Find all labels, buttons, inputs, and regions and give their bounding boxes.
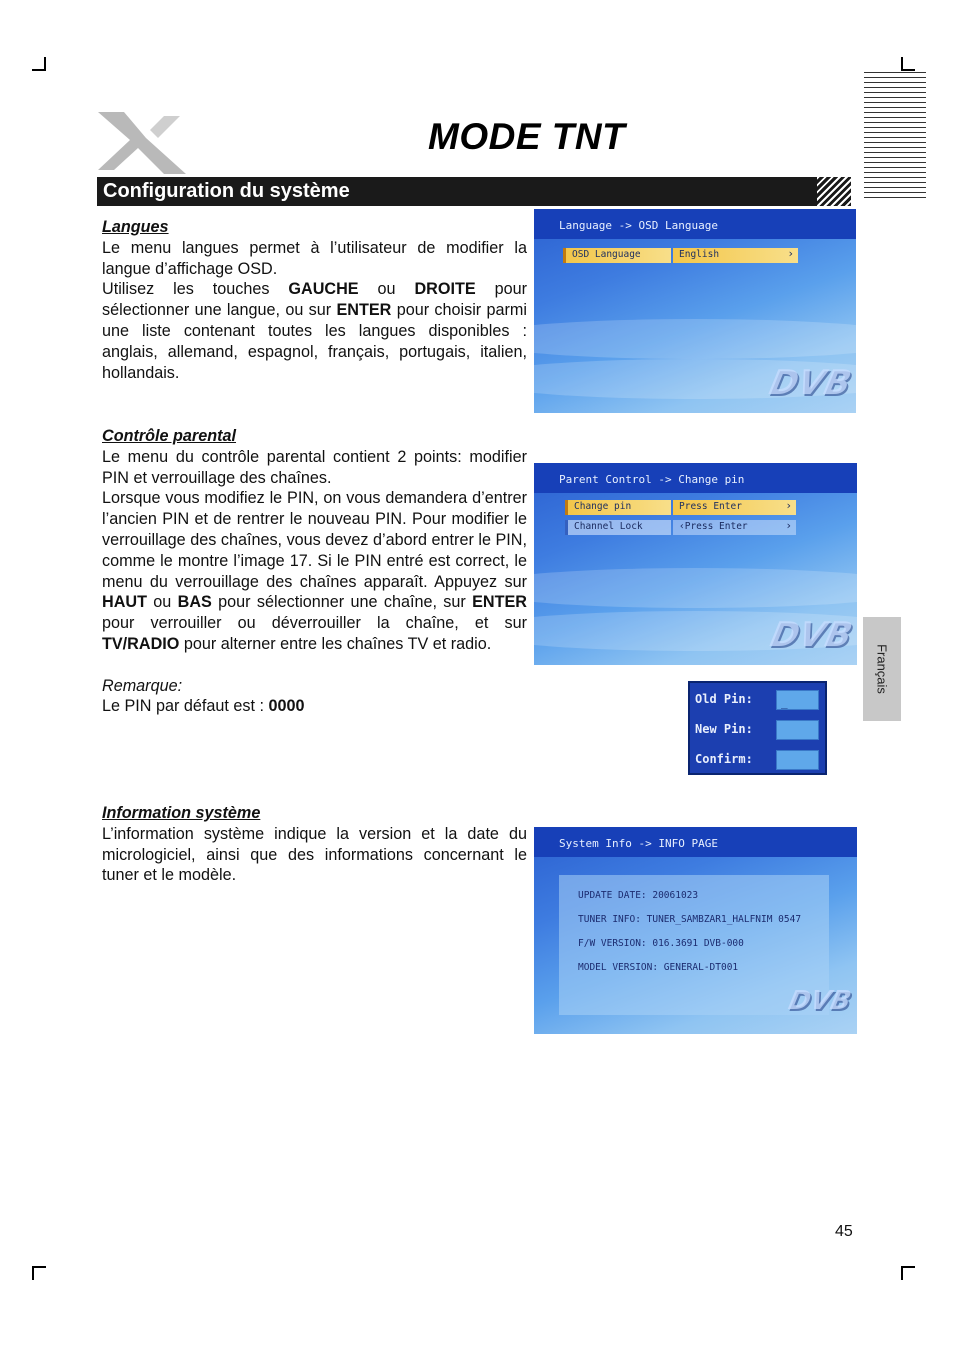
info-screen-header: System Info -> INFO PAGE [559, 837, 718, 850]
languages-block [102, 217, 527, 383]
parental-block [102, 426, 527, 717]
languages-paragraph-2: Utilisez les touches GAUCHE ou DROITE pour sélectionner une langue, ou sur ENTER pour choisir parmi une liste contenant toutes les langues disponibles : anglais, allemand, espagnol, français, portugais, italien, hollandais. [102, 280, 527, 382]
confirm-pin-field [776, 750, 819, 770]
old-pin-field [776, 690, 819, 710]
parental-control-screenshot [534, 463, 857, 665]
fw-version-line: F/W VERSION: 016.3691 DVB-000 [578, 938, 744, 949]
osd-screen-header: Language -> OSD Language [559, 219, 718, 232]
new-pin-label: New Pin: [695, 722, 753, 736]
language-tab-label: Français [874, 644, 890, 694]
dvb-logo-icon: DVB [765, 363, 855, 403]
parental-paragraph-2: Lorsque vous modifiez le PIN, on vous demandera d’entrer l’ancien PIN et de rentrer le nouveau PIN. Pour modifier le verrouillage des chaînes, vous devez d’abord entrer le PIN, comme le montre l’image 17. Si le PIN entré est correct, le menu du verrouillage des chaînes apparaît. Appuyez sur HAUT ou BAS pour sélectionner une chaîne, sur ENTER pour verrouiller ou déverrouiller la chaîne, et sur TV/RADIO pour alterner entre les chaînes TV et radio. [102, 489, 527, 653]
old-pin-label: Old Pin: [695, 692, 753, 706]
channel-lock-value: ‹Press Enter › [673, 520, 796, 535]
dvb-logo-icon: DVB [766, 615, 856, 655]
system-info-screenshot [534, 827, 857, 1034]
section-title-bar [97, 177, 851, 206]
brand-logo-icon [94, 108, 194, 176]
model-version-line: MODEL VERSION: GENERAL-DT001 [578, 962, 739, 973]
crop-mark-top-right [901, 57, 915, 71]
parental-paragraph-1: Le menu du contrôle parental contient 2 points: modifier PIN et verrouillage des chaînes. [102, 447, 527, 487]
osd-language-label: OSD Language [563, 248, 671, 263]
languages-paragraph-1: Le menu langues permet à l’utilisateur de modifier la langue d’affichage OSD. [102, 238, 527, 278]
page-title: MODE TNT [428, 116, 626, 157]
change-pin-label: Change pin [565, 500, 671, 515]
parental-screen-header: Parent Control -> Change pin [559, 473, 745, 486]
pin-entry-screenshot [688, 681, 827, 775]
page-number: 45 [835, 1223, 853, 1240]
language-side-tab [863, 617, 901, 721]
crop-mark-bottom-left [32, 1266, 46, 1280]
crop-mark-top-left [32, 57, 46, 71]
osd-language-screenshot [534, 209, 856, 413]
parental-heading: Contrôle parental [102, 427, 237, 445]
section-bar-hatch [817, 177, 851, 206]
update-date-line: UPDATE DATE: 20061023 [578, 890, 699, 901]
remark-text: Le PIN par défaut est : 0000 [102, 697, 305, 716]
section-title: Configuration du système [103, 180, 350, 202]
new-pin-field [776, 720, 819, 740]
channel-lock-label: Channel Lock [565, 520, 671, 535]
decorative-stripes [864, 72, 926, 198]
languages-heading: Langues [102, 218, 169, 236]
change-pin-value: Press Enter › [673, 500, 796, 515]
crop-mark-bottom-right [901, 1266, 915, 1280]
tuner-info-line: TUNER INFO: TUNER_SAMBZAR1_HALFNIM 0547 [578, 914, 802, 925]
osd-language-value: English › [673, 248, 798, 263]
pin-cursor: _ [781, 696, 788, 709]
sysinfo-heading: Information système [102, 804, 261, 822]
sysinfo-block [102, 803, 527, 886]
sysinfo-paragraph-1: L’information système indique la version et la date du micrologiciel, ainsi que des informations concernant le tuner et le modèle. [102, 824, 527, 885]
remark-label: Remarque: [102, 676, 183, 695]
confirm-pin-label: Confirm: [695, 752, 753, 766]
dvb-logo-icon: DVB [786, 986, 855, 1016]
